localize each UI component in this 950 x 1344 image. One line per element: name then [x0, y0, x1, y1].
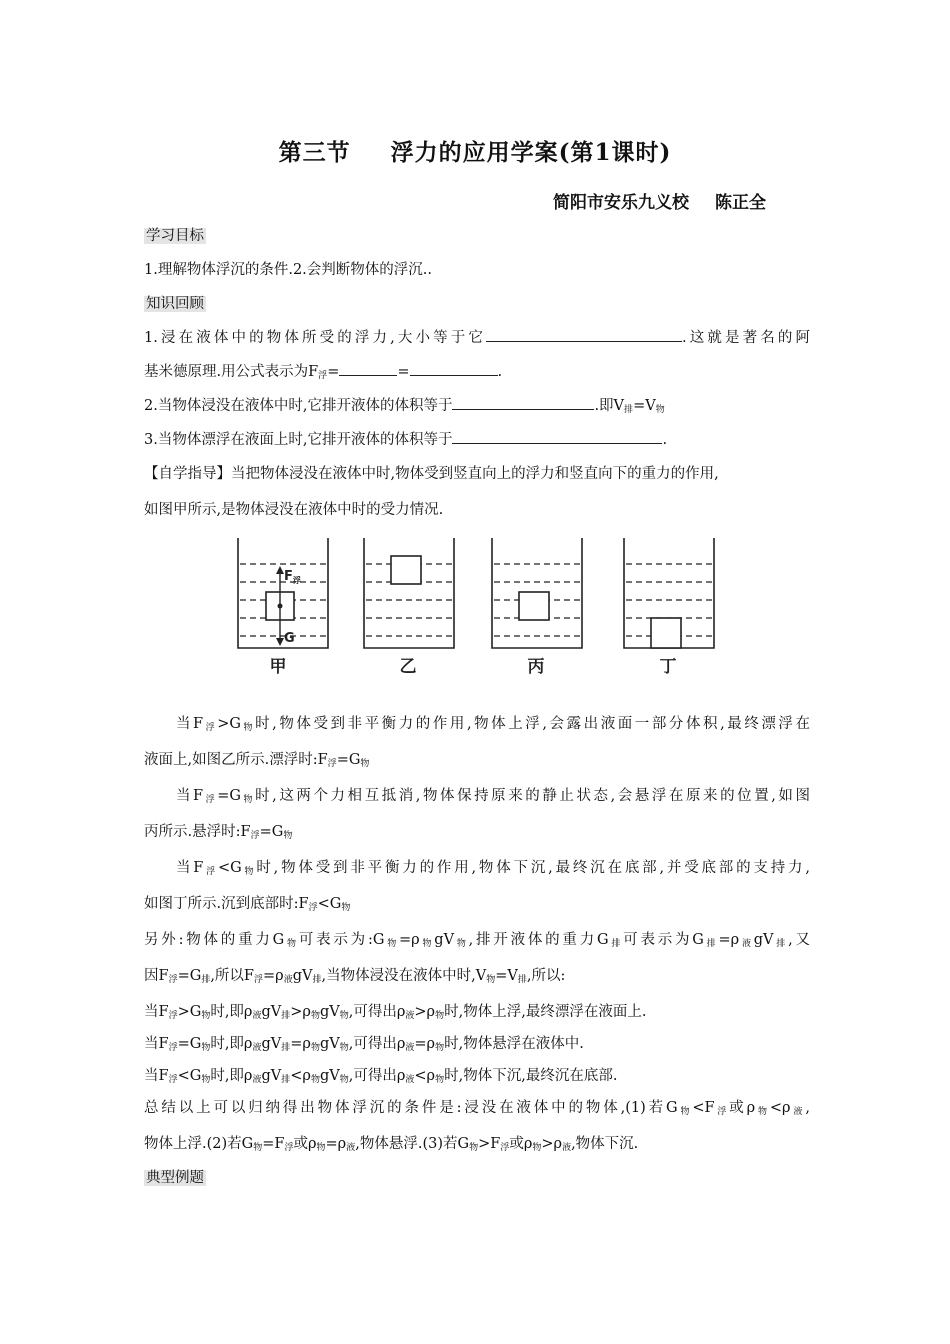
author-name: 陈正全 — [715, 193, 766, 213]
para-gravity-line1: 另外:物体的重力$G_物$可表示为$:G_物=\rho_物gV_物$,排开液体的重力$G_排$可表示为$G_排=\rho_液gV_排$,又 — [144, 932, 810, 949]
summary-line1: 总结以上可以归纳得出物体浮沉的条件是:浸没在液体中的物体,(1)若$G_物<F_浮$或$\rho_物<\rho_液$, — [144, 1100, 810, 1117]
review-heading: 知识回顾 — [146, 296, 204, 312]
review-q1-line2: 基米德原理.用公式表示为$F_浮=$ = . — [144, 360, 502, 381]
buoyancy-figure — [222, 534, 722, 684]
para-float-line1: 当$F_浮>G_物$时,物体受到非平衡力的作用,物体上浮,会露出液面一部分体积,最终漂浮在 — [176, 716, 810, 733]
para-gravity-line2: 因$F_浮=G_排$,所以$F_浮=\rho_液gV_排$,当物体浸没在液体中时$,V_物=V_排$,所以: — [144, 968, 566, 985]
figure-label-yi: 乙 — [399, 657, 417, 677]
case-suspend: 当$F_浮=G_物$时,即$\rho_液gV_排=\rho_物gV_物$,可得出$\rho_液=\rho_物$时,物体悬浮在液体中. — [144, 1036, 584, 1053]
typical-heading: 典型例题 — [146, 1170, 204, 1186]
objectives-text: 1.理解物体浮沉的条件.2.会判断物体的浮沉.. — [144, 262, 432, 278]
title-section: 第三节 — [278, 139, 351, 166]
figure-label-bing: 丙 — [527, 657, 545, 677]
blank-field[interactable] — [410, 361, 498, 376]
object-floating — [391, 556, 421, 584]
case-rise: 当$F_浮>G_物$时,即$\rho_液gV_排>\rho_物gV_物$,可得出$\rho_液>\rho_物$时,物体上浮,最终漂浮在液面上. — [144, 1004, 647, 1021]
figure-label-jia: 甲 — [269, 657, 287, 677]
blank-field[interactable] — [452, 395, 594, 410]
blank-field[interactable] — [486, 327, 682, 342]
title-topic: 浮力的应用学案(第1课时) — [390, 139, 672, 166]
page-title — [0, 134, 950, 167]
review-q1-line1: 1.浸在液体中的物体所受的浮力,大小等于它 .这就是著名的阿 — [144, 326, 810, 347]
guide-line2: 如图甲所示,是物体浸没在液体中时的受力情况. — [144, 502, 444, 518]
blank-field[interactable] — [452, 429, 662, 444]
figure-label-ding: 丁 — [659, 657, 677, 677]
summary-line2: 物体上浮.(2)若$G_物=F_浮$或$\rho_物=\rho_液$,物体悬浮.(3)若$G_物>F_浮$或$\rho_物>\rho_液$,物体下沉. — [144, 1136, 639, 1153]
author-school: 简阳市安乐九义校 — [553, 193, 689, 213]
object-sunk — [651, 618, 681, 648]
force-down-label: G — [284, 631, 295, 646]
objectives-heading: 学习目标 — [146, 228, 204, 244]
container-yi — [364, 538, 454, 648]
para-suspend-line2: 丙所示.悬浮时$:F_浮=G_物$ — [144, 824, 293, 841]
author-line — [553, 188, 766, 213]
para-suspend-line1: 当$F_浮=G_物$时,这两个力相互抵消,物体保持原来的静止状态,会悬浮在原来的位置,如图 — [176, 788, 810, 805]
case-sink: 当$F_浮<G_物$时,即$\rho_液gV_排<\rho_物gV_物$,可得出$\rho_液<\rho_物$时,物体下沉,最终沉在底部. — [144, 1068, 618, 1085]
para-sink-line2: 如图丁所示.沉到底部时$:F_浮<G_物$ — [144, 896, 351, 913]
para-sink-line1: 当$F_浮<G_物$时,物体受到非平衡力的作用,物体下沉,最终沉在底部,并受底部的支持力, — [176, 860, 810, 877]
guide-line1: 【自学指导】当把物体浸没在液体中时,物体受到竖直向上的浮力和竖直向下的重力的作用, — [144, 466, 719, 482]
object-suspended — [519, 592, 549, 620]
force-up-label: $F_浮$ — [284, 569, 301, 585]
para-float-line2: 液面上,如图乙所示.漂浮时$:F_浮=G_物$ — [144, 752, 370, 769]
blank-field[interactable] — [339, 361, 397, 376]
review-q3: 3.当物体漂浮在液面上时,它排开液体的体积等于 . — [144, 428, 667, 449]
review-q2: 2.当物体浸没在液体中时,它排开液体的体积等于 .即$V_排=V_物$ — [144, 394, 665, 415]
